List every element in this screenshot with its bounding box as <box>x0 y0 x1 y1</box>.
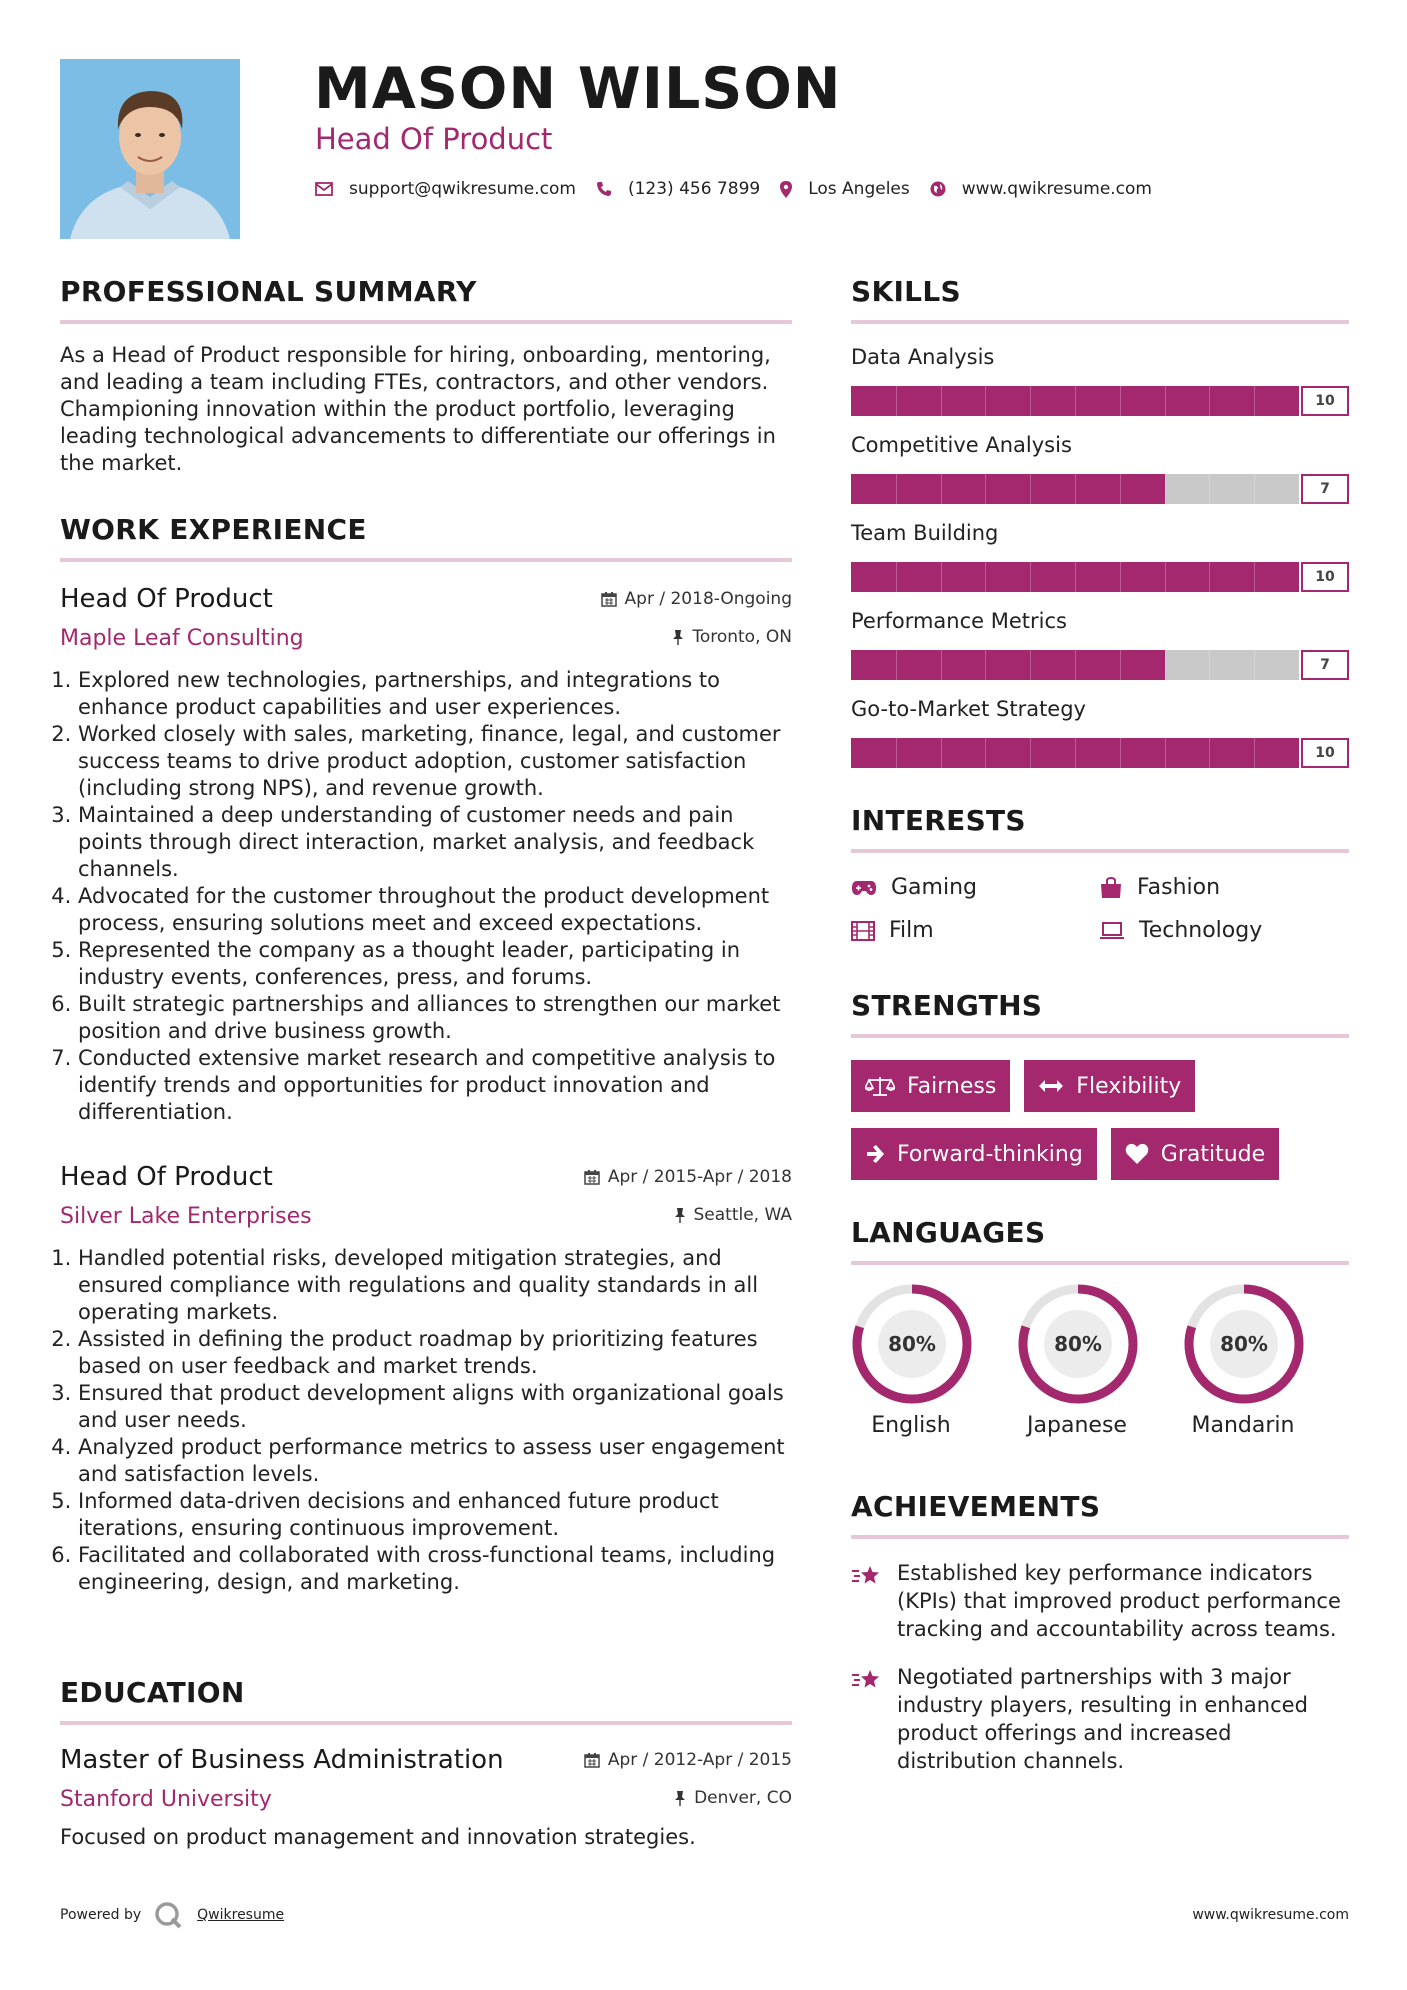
achievements-section <box>851 1490 1349 1775</box>
skill-bar-divider <box>896 650 897 680</box>
calendar-icon <box>584 1169 600 1185</box>
strength-tag <box>1024 1060 1195 1112</box>
section-title: WORK EXPERIENCE <box>60 513 792 562</box>
arrow-right-icon <box>865 1144 885 1164</box>
list-item: 3. Ensured that product development aligns with organizational goals and user needs. <box>78 1380 792 1434</box>
skill-score: 7 <box>1301 650 1349 680</box>
language-label: English <box>871 1413 951 1438</box>
summary-section <box>60 275 792 477</box>
contact-bar <box>315 179 1172 199</box>
language-percent: 80% <box>888 1332 936 1356</box>
summary-text: As a Head of Product responsible for hiring, onboarding, mentoring, and leading a team including FTEs, contractors, and other vendors. Championing innovation within the product portfolio, leveraging leading technological advancements to differentiate our offerings in the market. <box>60 343 776 475</box>
powered-by-text: Powered by <box>60 1907 142 1923</box>
strength-tag <box>1111 1128 1279 1180</box>
strength-label: Fairness <box>907 1073 997 1099</box>
language-item <box>1183 1283 1349 1438</box>
language-percent: 80% <box>1054 1332 1102 1356</box>
company-name: Silver Lake Enterprises <box>60 1204 312 1229</box>
job-date <box>584 1167 792 1187</box>
strength-label: Flexibility <box>1076 1073 1182 1099</box>
skill-bar-divider <box>896 738 897 768</box>
interests-section <box>851 804 1349 943</box>
job-date <box>601 589 792 609</box>
skill-bar-divider <box>1209 386 1210 416</box>
list-item: 5. Represented the company as a thought leader, participating in industry events, conferences, press, and forums. <box>78 937 792 991</box>
skill-bar-divider <box>1120 738 1121 768</box>
skill-bar-divider <box>1165 738 1166 768</box>
interest-label: Technology <box>1139 918 1263 943</box>
strengths-section <box>851 989 1349 1180</box>
language-label: Mandarin <box>1191 1413 1295 1438</box>
skill-bar-divider <box>1075 650 1076 680</box>
skill-bar-divider <box>1165 386 1166 416</box>
skill-bar-divider <box>1254 386 1255 416</box>
achievement-item <box>851 1663 1349 1775</box>
skill-bar <box>851 386 1349 417</box>
job-entry <box>60 1162 792 1596</box>
skill-item <box>851 342 1349 417</box>
skill-bar <box>851 474 1349 505</box>
section-title: INTERESTS <box>851 804 1349 853</box>
skill-bar-divider <box>941 386 942 416</box>
school-name: Stanford University <box>60 1787 272 1812</box>
interest-label: Film <box>889 918 934 943</box>
degree-title: Master of Business Administration <box>60 1745 504 1775</box>
interest-label: Gaming <box>891 875 977 900</box>
skill-score: 10 <box>1301 738 1349 768</box>
interest-label: Fashion <box>1137 875 1221 900</box>
skill-bar-divider <box>1254 562 1255 592</box>
skill-bar-divider <box>896 474 897 504</box>
strength-tag <box>851 1128 1097 1180</box>
skill-bar-divider <box>1165 562 1166 592</box>
skill-item <box>851 430 1349 505</box>
skill-bar-divider <box>985 650 986 680</box>
calendar-icon <box>601 591 617 607</box>
skill-bar-fill <box>851 650 1165 680</box>
skill-bar-divider <box>1165 650 1166 680</box>
education-date-text: Apr / 2012-Apr / 2015 <box>607 1750 792 1770</box>
skill-bar-divider <box>1120 562 1121 592</box>
language-label: Japanese <box>1027 1413 1127 1438</box>
achievement-item <box>851 1559 1349 1643</box>
contact-location <box>780 179 910 199</box>
location-text: Los Angeles <box>808 179 910 199</box>
list-item: 6. Built strategic partnerships and alliances to strengthen our market position and drive business growth. <box>78 991 792 1045</box>
strength-label: Forward-thinking <box>897 1141 1083 1167</box>
skill-bar-divider <box>1209 738 1210 768</box>
envelope-icon <box>315 182 333 196</box>
skill-item <box>851 518 1349 593</box>
job-entry <box>60 584 792 1126</box>
brand-link[interactable]: Qwikresume <box>197 1907 285 1923</box>
candidate-title: Head Of Product <box>315 122 553 156</box>
job-title: Head Of Product <box>60 584 273 614</box>
skill-bar-divider <box>1165 474 1166 504</box>
shooting-star-icon <box>851 1563 881 1589</box>
skill-bar-divider <box>1030 474 1031 504</box>
skill-bar-divider <box>896 386 897 416</box>
pushpin-icon <box>674 1790 686 1806</box>
skill-bar-divider <box>1075 738 1076 768</box>
section-title: PROFESSIONAL SUMMARY <box>60 275 792 324</box>
job-location <box>672 627 792 647</box>
skill-bar-divider <box>985 562 986 592</box>
interest-item <box>851 918 1099 943</box>
qwikresume-logo-icon <box>153 1900 185 1930</box>
list-item: 7. Conducted extensive market research and competitive analysis to identify trends and opportunities for product innovation and differentiation. <box>78 1045 792 1126</box>
education-note: Focused on product management and innovation strategies. <box>60 1825 696 1849</box>
list-item: 3. Maintained a deep understanding of customer needs and pain points through direct interaction, market analysis, and feedback channels. <box>78 802 792 883</box>
section-title: SKILLS <box>851 275 1349 324</box>
list-item: 6. Facilitated and collaborated with cross-functional teams, including engineering, design, and marketing. <box>78 1542 792 1596</box>
education-location-text: Denver, CO <box>694 1788 792 1808</box>
language-item <box>1017 1283 1183 1438</box>
language-donut <box>1183 1283 1305 1405</box>
skill-bar <box>851 738 1349 769</box>
language-donut <box>1017 1283 1139 1405</box>
list-item: 1. Handled potential risks, developed mitigation strategies, and ensured compliance with regulations and quality standards in all operating markets. <box>78 1245 792 1326</box>
website-text: www.qwikresume.com <box>961 179 1152 199</box>
gamepad-icon <box>851 880 877 896</box>
skill-label: Competitive Analysis <box>851 433 1072 457</box>
skill-bar-divider <box>1030 650 1031 680</box>
duties-list <box>60 1245 792 1596</box>
skill-bar-divider <box>941 474 942 504</box>
section-title: STRENGTHS <box>851 989 1349 1038</box>
education-date <box>584 1750 792 1770</box>
job-date-text: Apr / 2015-Apr / 2018 <box>607 1167 792 1187</box>
skill-bar-divider <box>1030 738 1031 768</box>
skill-bar-divider <box>1030 386 1031 416</box>
section-title: EDUCATION <box>60 1676 792 1725</box>
skill-label: Go-to-Market Strategy <box>851 697 1086 721</box>
section-title: LANGUAGES <box>851 1216 1349 1265</box>
skill-bar-divider <box>985 474 986 504</box>
balance-scale-icon <box>865 1075 895 1097</box>
skill-bar-divider <box>1209 650 1210 680</box>
skill-score: 10 <box>1301 562 1349 592</box>
map-marker-icon <box>780 181 792 198</box>
globe-icon <box>930 181 946 197</box>
strength-tag <box>851 1060 1010 1112</box>
strength-label: Gratitude <box>1160 1141 1266 1167</box>
phone-icon <box>596 181 612 197</box>
skill-bar-divider <box>1209 474 1210 504</box>
arrows-h-icon <box>1038 1079 1064 1093</box>
footer-branding <box>60 1900 284 1930</box>
shopping-bag-icon <box>1099 877 1123 899</box>
skill-bar-divider <box>1120 474 1121 504</box>
skill-bar-divider <box>1120 386 1121 416</box>
skill-bar-divider <box>1120 650 1121 680</box>
interest-item <box>1099 918 1349 943</box>
phone-text: (123) 456 7899 <box>627 179 761 199</box>
job-location <box>674 1205 793 1225</box>
language-donut <box>851 1283 973 1405</box>
achievement-text: Negotiated partnerships with 3 major industry players, resulting in enhanced product offerings and increased distribution channels. <box>897 1665 1308 1773</box>
job-location-text: Toronto, ON <box>692 627 792 647</box>
skill-bar-divider <box>1254 738 1255 768</box>
job-location-text: Seattle, WA <box>693 1205 792 1225</box>
work-experience-section <box>60 513 792 1596</box>
calendar-icon <box>584 1752 600 1768</box>
list-item: 5. Informed data-driven decisions and enhanced future product iterations, ensuring continuous improvement. <box>78 1488 792 1542</box>
skill-item <box>851 606 1349 681</box>
skill-bar <box>851 562 1349 593</box>
list-item: 2. Worked closely with sales, marketing, finance, legal, and customer success teams to drive product adoption, customer satisfaction (including strong NPS), and revenue growth. <box>78 721 792 802</box>
skill-bar-divider <box>1030 562 1031 592</box>
skill-bar-divider <box>1075 562 1076 592</box>
candidate-name: MASON WILSON <box>314 56 842 122</box>
languages-section <box>851 1216 1349 1438</box>
list-item: 4. Analyzed product performance metrics to assess user engagement and satisfaction levels. <box>78 1434 792 1488</box>
list-item: 4. Advocated for the customer throughout the product development process, ensuring solutions meet and exceed expectations. <box>78 883 792 937</box>
skill-bar-divider <box>985 738 986 768</box>
skill-bar <box>851 650 1349 681</box>
achievement-text: Established key performance indicators (KPIs) that improved product performance tracking and accountability across teams. <box>897 1561 1341 1641</box>
education-section <box>60 1676 792 1851</box>
skill-bar-divider <box>985 386 986 416</box>
shooting-star-icon <box>851 1667 881 1693</box>
language-percent: 80% <box>1220 1332 1268 1356</box>
skill-bar-divider <box>941 738 942 768</box>
job-title: Head Of Product <box>60 1162 273 1192</box>
skill-bar-divider <box>1254 474 1255 504</box>
pushpin-icon <box>674 1207 686 1223</box>
section-title: ACHIEVEMENTS <box>851 1490 1349 1539</box>
skill-bar-divider <box>1075 386 1076 416</box>
skill-bar-divider <box>1075 474 1076 504</box>
company-name: Maple Leaf Consulting <box>60 626 304 651</box>
duties-list <box>60 667 792 1126</box>
education-location <box>674 1788 792 1808</box>
skill-bar-divider <box>1254 650 1255 680</box>
contact-email[interactable] <box>315 179 576 199</box>
film-icon <box>851 921 875 941</box>
interest-item <box>851 875 1099 900</box>
skill-item <box>851 694 1349 769</box>
interest-item <box>1099 875 1349 900</box>
skill-score: 7 <box>1301 474 1349 504</box>
skill-bar-fill <box>851 474 1165 504</box>
job-date-text: Apr / 2018-Ongoing <box>624 589 792 609</box>
skill-label: Data Analysis <box>851 345 995 369</box>
skill-bar-divider <box>896 562 897 592</box>
pushpin-icon <box>672 629 684 645</box>
list-item: 1. Explored new technologies, partnerships, and integrations to enhance product capabilities and user experiences. <box>78 667 792 721</box>
laptop-icon <box>1099 922 1125 940</box>
skill-bar-divider <box>941 650 942 680</box>
skill-bar-divider <box>941 562 942 592</box>
skill-bar-divider <box>1209 562 1210 592</box>
language-item <box>851 1283 1017 1438</box>
contact-phone[interactable] <box>596 179 760 199</box>
list-item: 2. Assisted in defining the product roadmap by prioritizing features based on user feedback and market trends. <box>78 1326 792 1380</box>
skill-label: Performance Metrics <box>851 609 1067 633</box>
skills-section <box>851 275 1349 769</box>
profile-photo <box>60 59 240 239</box>
skill-score: 10 <box>1301 386 1349 416</box>
footer-site-link[interactable]: www.qwikresume.com <box>1192 1907 1349 1923</box>
heart-icon <box>1125 1143 1149 1165</box>
email-text: support@qwikresume.com <box>349 179 576 199</box>
contact-website[interactable] <box>930 179 1152 199</box>
skill-label: Team Building <box>851 521 999 545</box>
